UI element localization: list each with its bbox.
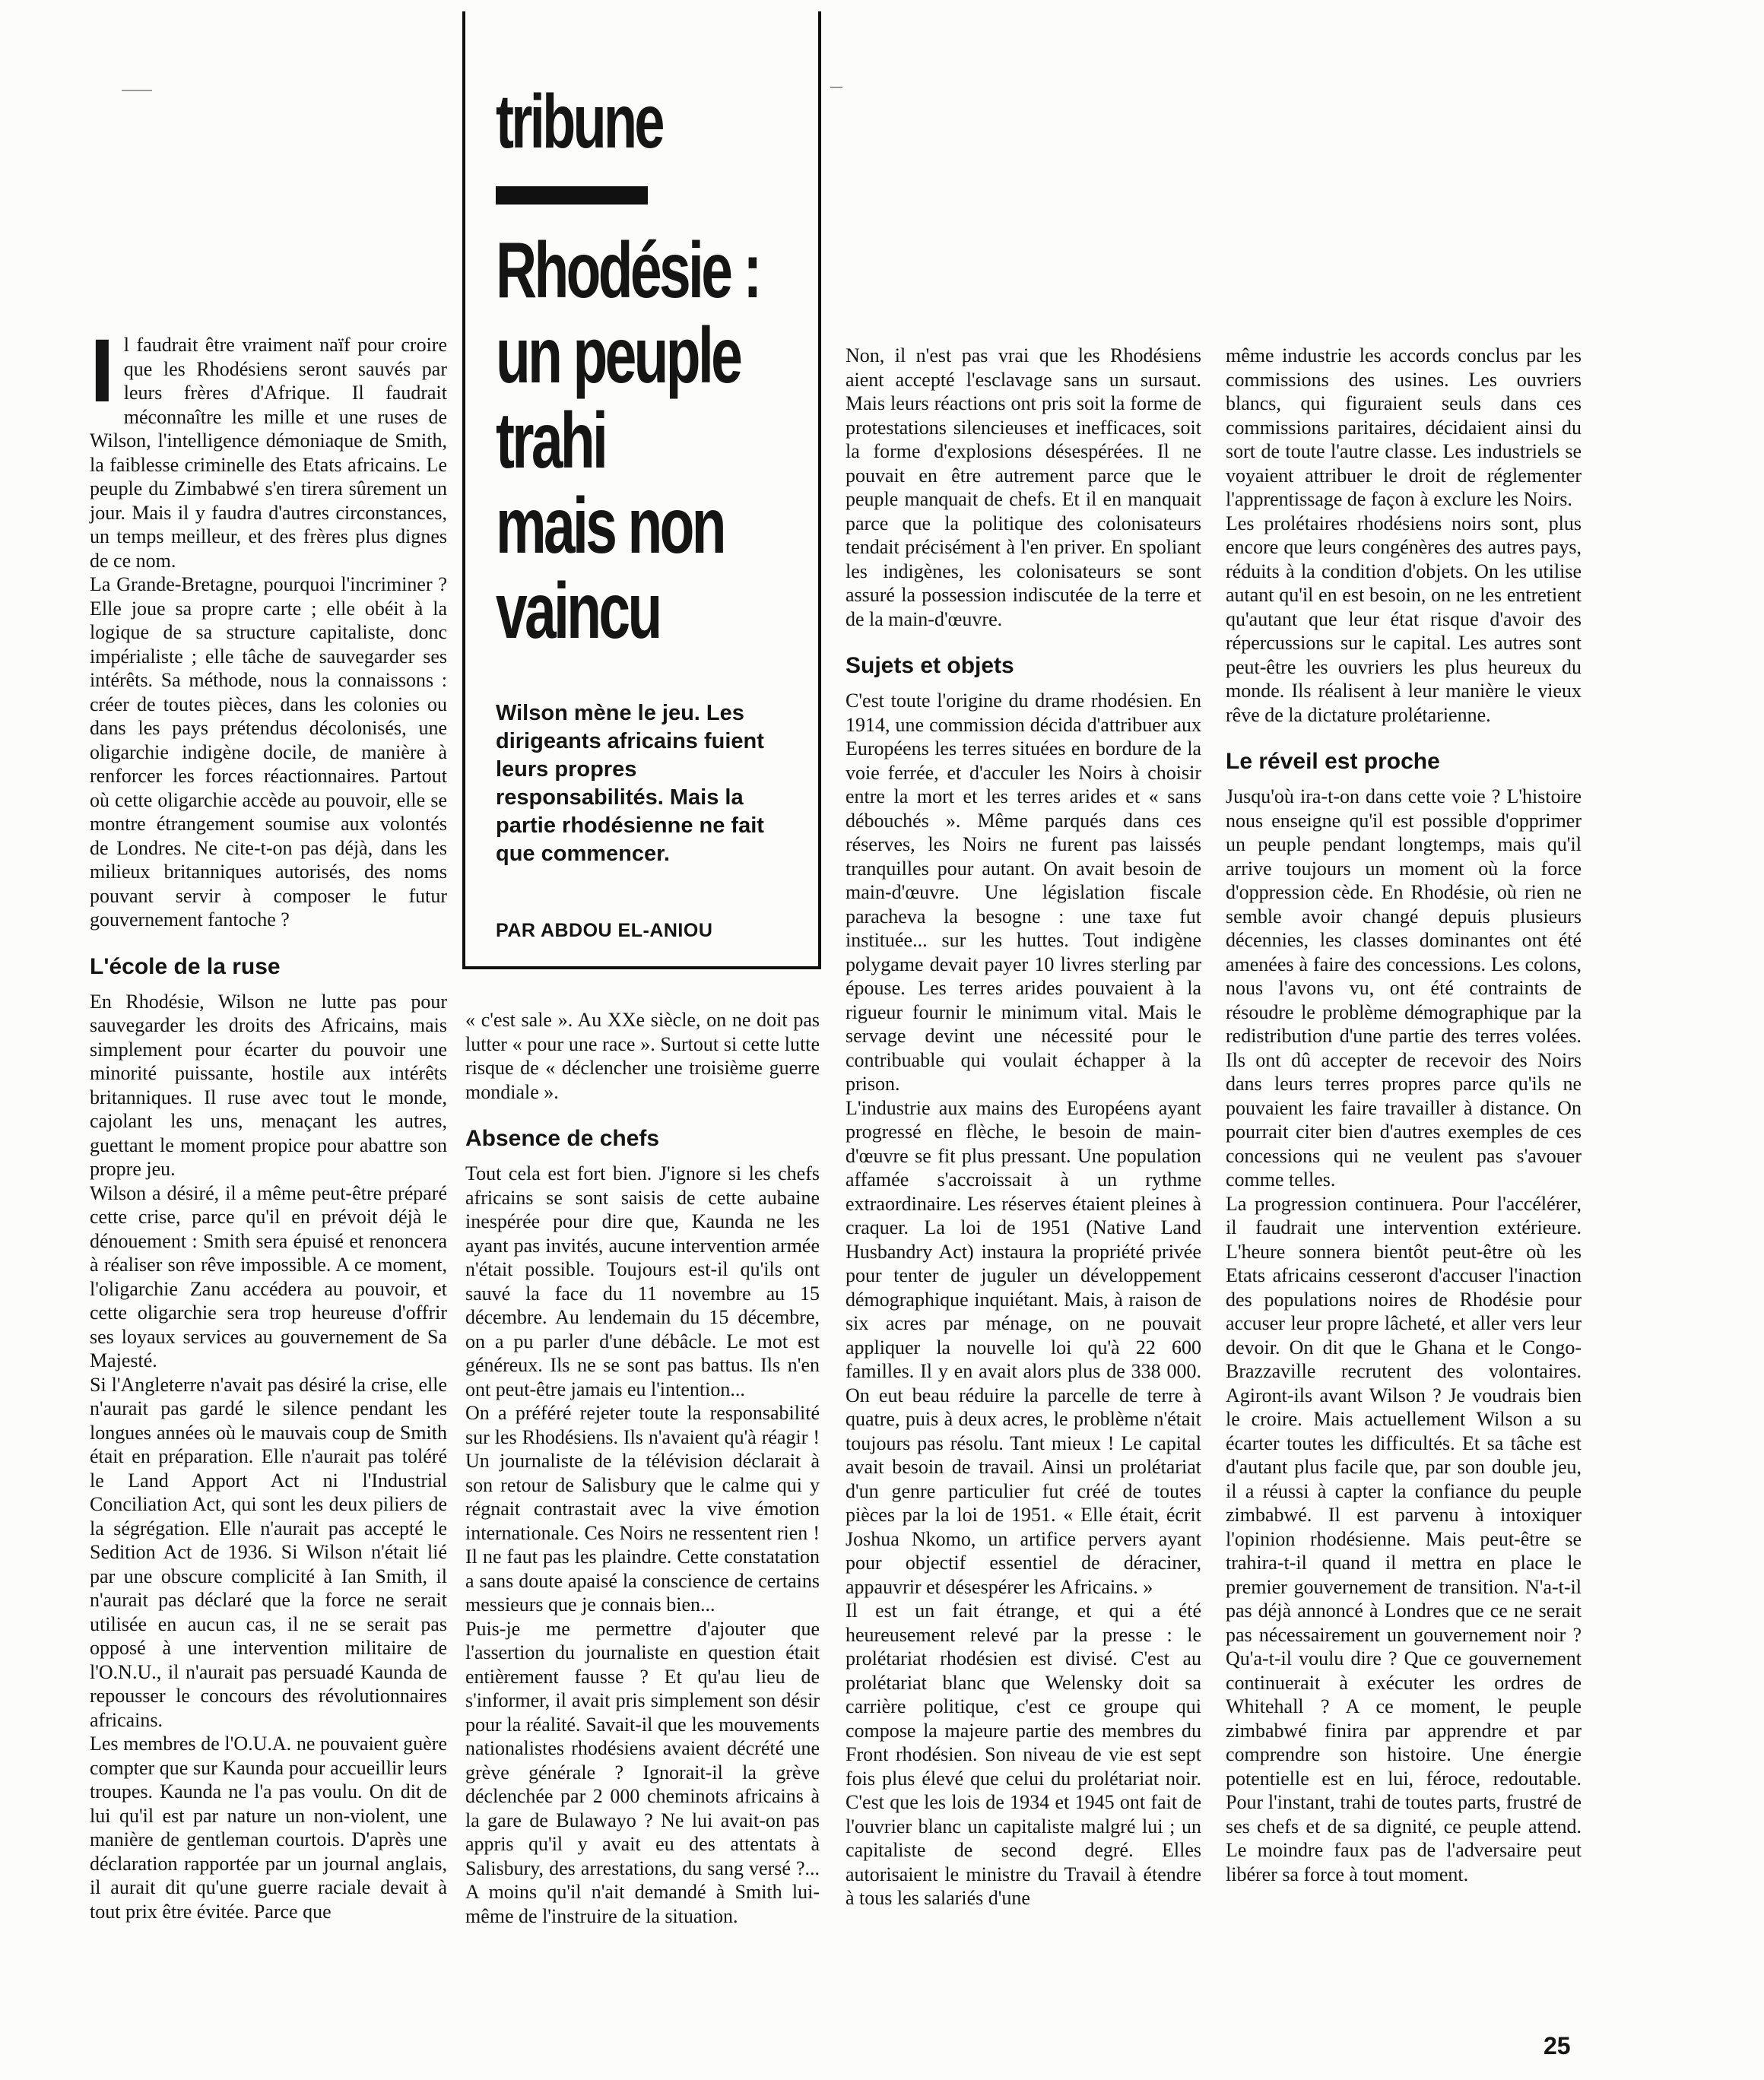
paragraph: Si l'Angleterre n'avait pas désiré la crise, elle n'aurait pas gardé le silence pendant les longues années où le mauvais coup de Smith était en préparation. Elle n'aurait pas toléré le Land Apport Act ni l'Industrial Conciliation Act, qui sont les deux piliers de la ségrégation. Elle n'aurait pas accepté le Sedition Act de 1936. Si Wilson n'était lié par une obscure complicité à Ian Smith, il n'aurait pas déclaré que la force ne serait utilisée en aucun cas, il ne se serait pas opposé à une intervention militaire de l'O.N.U., il n'aurait pas persuadé Kaunda de repousser le concours des révolutionnaires africains. [90, 1373, 447, 1731]
paragraph: Wilson a désiré, il a même peut-être préparé cette crise, parce qu'il en prévoit déjà le dénouement : Smith sera épuisé et renoncera à réaliser son rêve impossible. A ce moment, l'oligarchie Zanu accédera au pouvoir, et cette oligarchie sera trop heureuse d'offrir ses loyaux services au gouvernement de Sa Majesté. [90, 1181, 447, 1371]
paragraph: Puis-je me permettre d'ajouter que l'assertion du journaliste en question était entièrement fausse ? Et qu'au lieu de s'informer, il avait pris simplement son désir pour la réalité. Savait-il que les mouvements nationalistes rhodésiens avaient décrété une grève générale ? Ignorait-il la grève déclenchée par 2 000 cheminots africains à la gare de Bulawayo ? Ne lui avait-on pas appris qu'il y avait eu des attentats à Salisbury, des arrestations, du sang versé ?... A moins qu'il n'ait demandé à Smith lui-même de l'instruire de la situation. [465, 1617, 820, 1927]
kicker-rule [496, 186, 648, 205]
scan-mark-right [830, 87, 842, 88]
paragraph: Les membres de l'O.U.A. ne pouvaient guère compter que sur Kaunda pour accueillir leurs troupes. Kaunda ne l'a pas voulu. On dit de lui qu'il est par nature un non-violent, une manière de gentleman courtois. D'après une déclaration rapportée par un journal anglais, il aurait dit qu'une guerre raciale devait à tout prix être évitée. Parce que [90, 1733, 447, 1923]
byline: PAR ABDOU EL-ANIOU [496, 920, 713, 941]
paragraph: Tout cela est fort bien. J'ignore si les chefs africains se sont saisis de cette aubaine inespérée pour dire que, Kaunda ne les ayant pas invités, aucune intervention armée n'était possible. Toujours est-il qu'ils ont sauvé la face du 11 novembre au 15 décembre. Au lendemain du 15 décembre, on a pu parler d'une débâcle. Le mot est généreux. Ils ne se sont pas battus. Ils n'en ont peut-être jamais eu l'intention... [465, 1162, 820, 1400]
paragraph: Il est un fait étrange, et qui a été heureusement relevé par la presse : le prolétariat rhodésien est divisé. C'est au prolétariat blanc que Welensky doit sa carrière politique, c'est ce groupe qui compose la majeure partie des membres du Front rhodésien. Son niveau de vie est sept fois plus élevé que celui du prolétariat noir. C'est que les lois de 1934 et 1945 ont fait de l'ouvrier blanc un capitaliste malgré lui ; un capitaliste de second degré. Elles autorisaient le ministre du Travail à étendre à tous les salariés d'une [846, 1600, 1201, 1909]
paragraph: même industrie les accords conclus par les commissions des usines. Les ouvriers blancs, qui figuraient seuls dans ces commissions paritaires, décidaient ainsi du sort de toute l'autre classe. Les industriels se voyaient attribuer le droit de réglementer l'apprentissage de façon à exclure les Noirs. [1226, 344, 1582, 510]
paragraph: La Grande-Bretagne, pourquoi l'incriminer ? Elle joue sa propre carte ; elle obéit à la logique de sa structure capitaliste, donc impérialiste ; elle tâche de sauvegarder ses intérêts. Sa méthode, nous la connaissons : créer de toutes pièces, dans les colonies ou dans les pays prétendus décolonisés, une oligarchie indigène docile, de manière à renforcer les forces réactionnaires. Partout où cette oligarchie accède au pouvoir, elle se montre étrangement soumise aux volontés de Londres. Ne cite-t-on pas déjà, dans les milieux britanniques autorisés, des noms pouvant servir à composer le futur gouvernement fantoche ? [90, 573, 447, 931]
column-3 [846, 344, 1201, 1910]
paragraph: On a préféré rejeter toute la responsabilité sur les Rhodésiens. Ils n'avaient qu'à réagir ! Un journaliste de la télévision déclarait à son retour de Salisbury que le calme qui y régnait contrastait avec la vive émotion internationale. Ces Noirs ne ressentent rien ! Il ne faut pas les plaindre. Cette constatation a sans doute apaisé la conscience de certains messieurs que je connais bien... [465, 1402, 820, 1615]
column-4 [1226, 344, 1582, 1886]
subheading: Absence de chefs [465, 1126, 660, 1151]
headline: Rhodésie : un peuple trahi mais non vaincu [496, 227, 760, 655]
standfirst: Wilson mène le jeu. Les dirigeants africains fuient leurs propres responsabilités. Mais la partie rhodésienne ne fait que commencer. [496, 701, 764, 866]
subheading: Le réveil est proche [1226, 749, 1440, 774]
paragraph: L'industrie aux mains des Européens ayant progressé en flèche, le besoin de main-d'œuvre se fit plus pressant. Une population affamée s'accroissait à un rythme extraordinaire. Les réserves étaient pleines à craquer. La loi de 1951 (Native Land Husbandry Act) instaura la propriété privée pour tenter de juguler un développement démographique inquiétant. Mais, à raison de six acres par ménage, on ne pouvait appliquer la nouvelle loi qu'à 22 600 familles. Il y en avait alors plus de 338 000. On eut beau réduire la parcelle de terre à quatre, puis à deux acres, le problème n'était toujours pas résolu. Tant mieux ! Le capital avait besoin de travail. Ainsi un prolétariat d'un genre particulier fut créé de toutes pièces par la loi de 1951. « Elle était, écrit Joshua Nkomo, un artifice pervers ayant pour objectif essentiel de déraciner, appauvrir et désespérer les Africains. » [846, 1096, 1201, 1598]
page-number: 25 [1544, 2032, 1571, 2059]
paragraph: Non, il n'est pas vrai que les Rhodésiens aient accepté l'esclavage sans un sursaut. Mais leurs réactions ont pris soit la forme de protestations silencieuses et inefficaces, soit la forme d'explosions désespérées. Il ne pouvait en être autrement parce que le peuple manquait de chefs. Et il en manquait parce que la politique des colonisateurs tendait précisément à l'en priver. En spoliant les indigènes, les colonisateurs se sont assuré la possession indiscutée de la terre et de la main-d'œuvre. [846, 344, 1201, 630]
title-box [462, 11, 821, 969]
column-2 [465, 1008, 820, 1928]
paragraph: Jusqu'où ira-t-on dans cette voie ? L'histoire nous enseigne qu'il est possible d'opprimer un peuple pendant longtemps, mais qu'il arrive toujours un moment où la force d'oppression cède. En Rhodésie, où rien ne semble avoir changé depuis plusieurs décennies, les classes dominantes ont été amenées à faire des concessions. Les colons, nous l'avons vu, ont été contraints de résoudre le problème démographique par la redistribution d'une partie des terres volées. Ils ont dû accepter de recevoir des Noirs dans leurs terres propres parce qu'ils ne pouvaient les faire travailler à distance. On pourrait citer bien d'autres exemples de ces concessions qui ne veulent pas s'avouer comme telles. [1226, 785, 1582, 1191]
paragraph: En Rhodésie, Wilson ne lutte pas pour sauvegarder les droits des Africains, mais simplement pour écarter du pouvoir une minorité puissante, hostile aux intérêts britanniques. Il ruse avec tout le monde, cajolant les uns, menaçant les autres, guettant le moment propice pour abattre son propre jeu. [90, 990, 447, 1180]
column-1 [90, 321, 447, 1923]
paragraph: La progression continuera. Pour l'accélérer, il faudrait une intervention extérieure. L'heure sonnera bientôt peut-être où les Etats africains cesseront d'accuser l'inaction des populations noires de Rhodésie pour accuser leur propre lâcheté, et aller vers leur devoir. On dit que le Ghana et le Congo-Brazzaville recrutent des volontaires. Agiront-ils avant Wilson ? Je voudrais bien le croire. Mais actuellement Wilson a su écarter toutes les difficultés. Et sa tâche est d'autant plus facile que, par son double jeu, il a réussi à capter la confiance du peuple zimbabwé. Il est parvenu à intoxiquer l'opinion rhodésienne. Mais peut-être se trahira-t-il quand il mettra en place le premier gouvernement de transition. N'a-t-il pas déjà annoncé à Londres que ce ne serait pas nécessairement un gouvernement noir ? Qu'a-t-il voulu dire ? Que ce gouvernement continuerait à exécuter les ordres de Whitehall ? A ce moment, le peuple zimbabwé finira par apprendre et par comprendre son histoire. Une énergie potentielle est en lui, féroce, redoutable. Pour l'instant, trahi de toutes parts, frustré de ses chefs et de sa dignité, ce peuple attend. Le moindre faux pas de l'adversaire peut libérer sa force à tout moment. [1226, 1192, 1582, 1885]
subheading: Sujets et objets [846, 653, 1014, 678]
paragraph: C'est toute l'origine du drame rhodésien. En 1914, une commission décida d'attribuer aux Européens les terres situées en bordure de la voie ferrée, et d'acculer les Noirs à choisir entre la mort et les terres arides et « sans débouchés ». Même parqués dans ces réserves, les Noirs ne furent pas laissés tranquilles pour autant. On avait besoin de main-d'œuvre. Une législation fiscale paracheva la besogne : une taxe fut instituée... sur les huttes. Tout indigène polygame devait payer 10 livres sterling par épouse. Les terres arides pouvaient à la rigueur fournir le minimum vital. Mais le servage devint une nécessité pour le contribuable qui voulait échapper à la prison. [846, 690, 1201, 1095]
paragraph: « c'est sale ». Au XXe siècle, on ne doit pas lutter « pour une race ». Surtout si cette lutte risque de « déclencher une troisième guerre mondiale ». [465, 1009, 820, 1103]
paragraph: Les prolétaires rhodésiens noirs sont, plus encore que leurs congénères des autres pays, réduits à la condition d'objets. On les utilise autant qu'il en est besoin, on ne les entretient qu'autant que leur état risque d'avoir des répercussions sur le capital. Les autres sont peut-être les ouvriers les plus heureux du monde. Ils réalisent à leur manière le vieux rêve de la dictature prolétarienne. [1226, 512, 1582, 726]
subheading: L'école de la ruse [90, 953, 281, 979]
lead-paragraph: Il faudrait être vraiment naïf pour croire que les Rhodésiens seront sauvés par leurs frères d'Afrique. Il faudrait méconnaître les mille et une ruses de Wilson, l'intelligence démoniaque de Smith, la faiblesse criminelle des Etats africains. Le peuple du Zimbabwé s'en tirera sûrement un jour. Mais il y faudra d'autres circonstances, un temps meilleur, et des frères plus dignes de ce nom. [90, 321, 447, 572]
scan-mark-left [122, 90, 152, 91]
drop-cap: I [90, 321, 115, 421]
section-kicker: tribune [496, 79, 662, 164]
